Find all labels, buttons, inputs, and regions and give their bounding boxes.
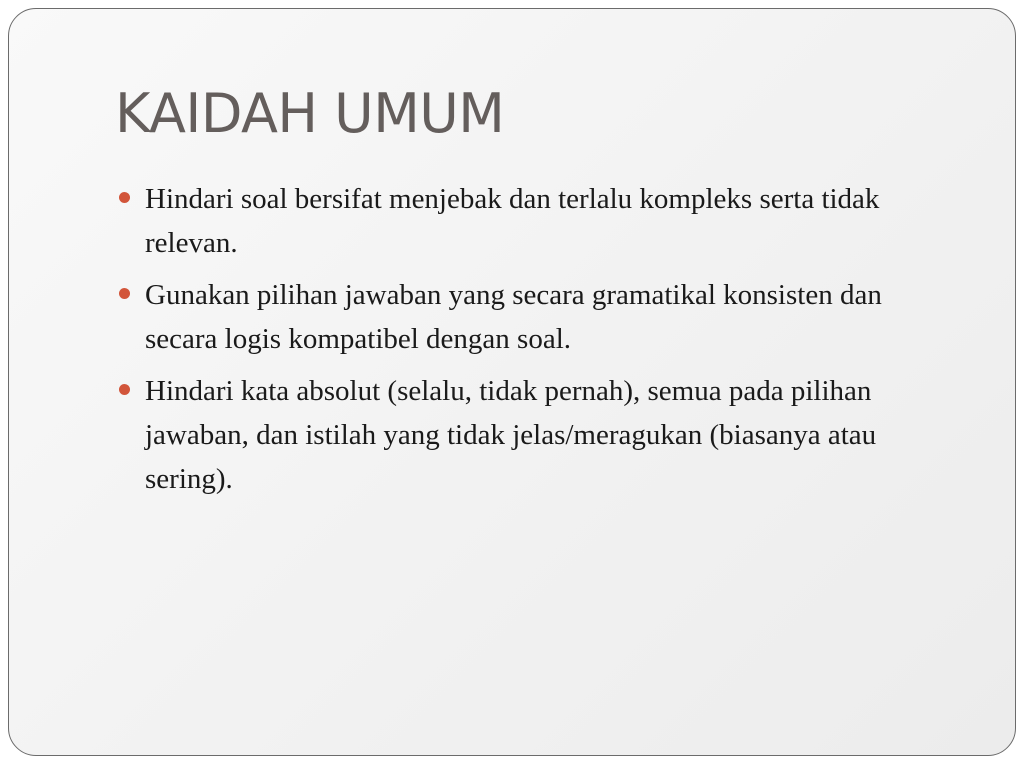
slide-title: KAIDAH UMUM	[115, 82, 505, 145]
bullet-item	[117, 273, 937, 361]
bullet-dot-icon	[119, 384, 130, 395]
slide-frame	[8, 8, 1016, 756]
bullet-item	[117, 369, 937, 501]
bullet-dot-icon	[119, 192, 130, 203]
bullet-text: Gunakan pilihan jawaban yang secara gramatikal konsisten dan secara logis kompatibel dengan soal.	[145, 279, 882, 355]
bullet-text: Hindari soal bersifat menjebak dan terlalu kompleks serta tidak relevan.	[145, 183, 880, 259]
bullet-dot-icon	[119, 288, 130, 299]
bullet-text: Hindari kata absolut (selalu, tidak pernah), semua pada pilihan jawaban, dan istilah yang tidak jelas/meragukan (biasanya atau sering).	[145, 375, 877, 495]
bullet-list	[117, 177, 937, 509]
bullet-item	[117, 177, 937, 265]
